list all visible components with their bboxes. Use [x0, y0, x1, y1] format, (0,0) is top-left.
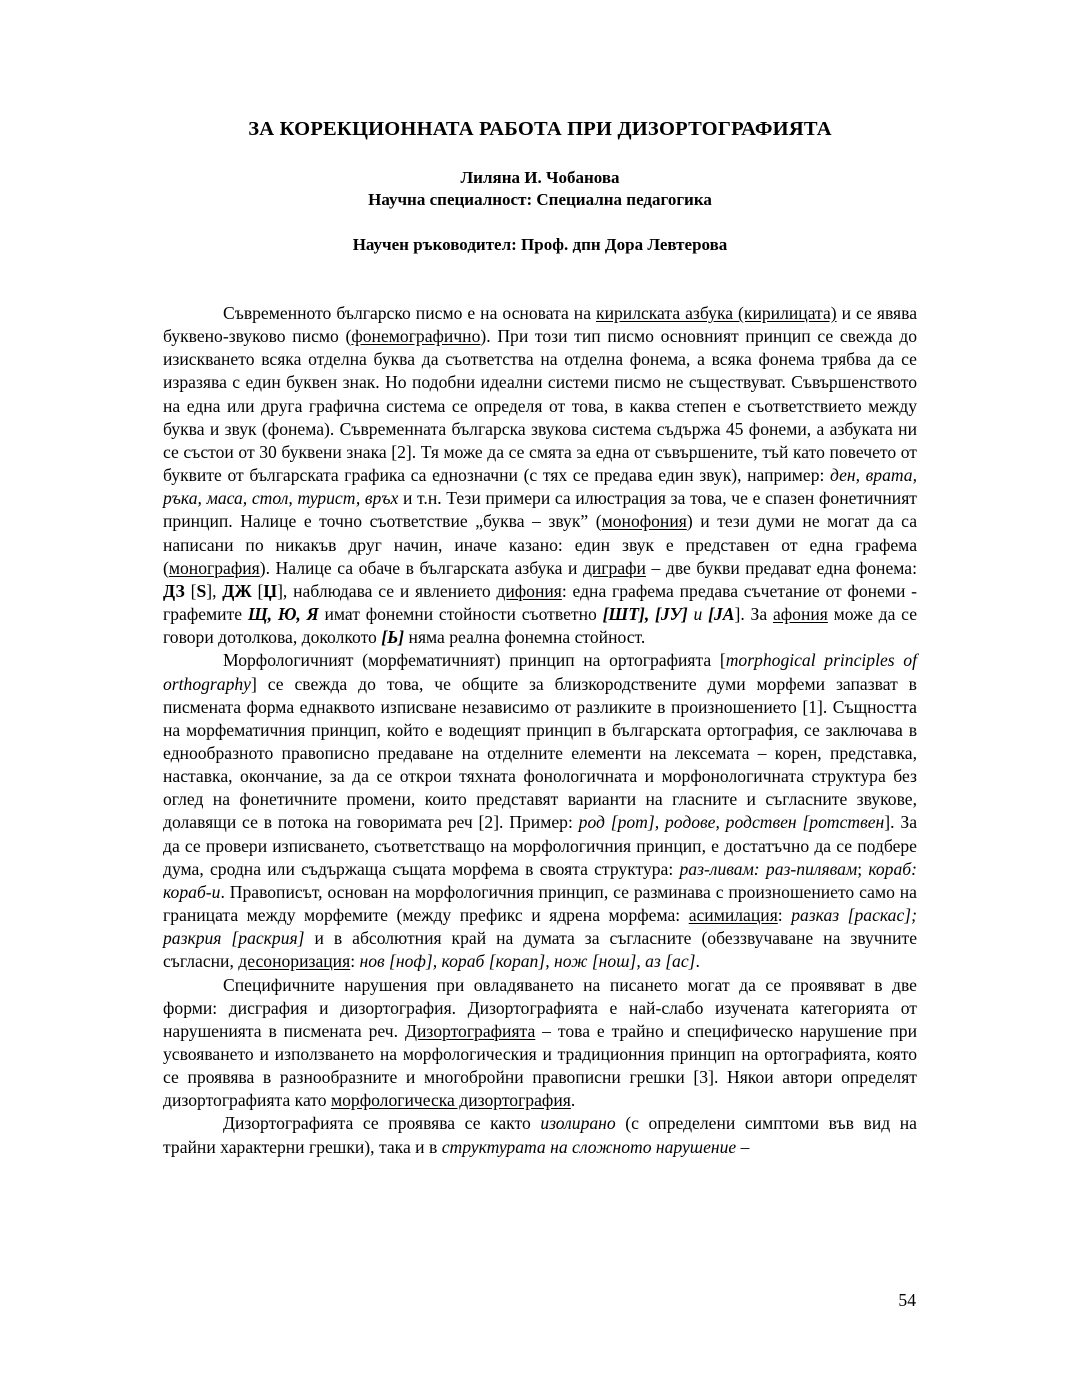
term-link: кирилската азбука (кирилицата)	[596, 303, 837, 323]
paragraph-3: Специфичните нарушения при овладяването на писането могат да се проявяват в две форми: дисграфия и дизортография. Дизортографията е най-слабо изучената категорията от нарушенията в писмената реч. Дизортографията – това е трайно и специфическо нарушение при усвояването и използването на морфологическия и традиционния принцип на ортографията, която се проявява в разнообразните и многобройни правописни грешки [3]. Някои автори определят дизортографията като морфологическа дизортография.	[163, 974, 917, 1111]
term-link: диграфи	[582, 557, 646, 578]
paragraph-1: Съвременното българско писмо е на основата на кирилската азбука (кирилицата) и се явява буквено-звуково писмо (фонемографично). При този тип писмо основният принцип се свежда до изискването всяка отделна буква да съответства на отделна фонема, а всяка фонема трябва да се изразява с един буквен знак. Но подобни идеални системи писмо не съществуват. Съвършенството на една или друга графична система се определя от това, в каква степен е съответствието между буква и звук (фонема). Съвременната българска звукова система съдържа 45 фонеми, а азбуката ни се състои от 30 буквени знака [2]. Тя може да се смята за една от съвършените, тъй като повечето от буквите от българската графика са еднозначни (с тях се предава един звук), например: ден, врата, ръка, маса, стол, турист, връх и т.н. Тези примери са илюстрация за това, че е спазен фонетичният принцип. Налице е точно съответствие „буква – звук” (монофония) и тези думи не могат да са написани по никакъв друг начин, иначе казано: един звук е представен от една графема (монография). Налице са обаче в българската азбука и диграфи – две букви предават една фонема: ДЗ [Ѕ], ДЖ [Џ], наблюдава се и явлението дифония: една графема предава съчетание от фонеми - графемите Щ, Ю, Я имат фонемни стойности съответно [ШТ], [ЈУ] и [ЈА]. За афония може да се говори дотолкова, доколкото [Ь] няма реална фонемна стойност.	[163, 303, 918, 648]
term-link: десоноризация	[238, 951, 351, 972]
term-link: монофония	[601, 511, 687, 532]
term-link: афония	[772, 604, 828, 625]
article-body	[163, 302, 917, 1159]
scientific-specialty: Научна специалност: Специална педагогика	[368, 190, 712, 209]
term-link: Дизортографията	[404, 1020, 536, 1041]
scientific-advisor: Научен ръководител: Проф. дпн Дора Левтерова	[352, 235, 728, 254]
term-link: фонемографично	[351, 326, 481, 347]
article-title: ЗА КОРЕКЦИОННАТА РАБОТА ПРИ ДИЗОРТОГРАФИЯТА	[248, 118, 832, 140]
page-number: 54	[898, 1290, 916, 1310]
term-link: дифония	[496, 580, 562, 601]
paragraph-2: Морфологичният (морфематичният) принцип на ортографията [morphogical principles of orthography] се свежда до това, че общите за близкородствените думи морфеми запазват в писмената форма еднаквото изписване независимо от разликите в произношението [1]. Същността на морфематичния принцип, който е водещият принцип в българската ортография, се заключава в еднообразното правописно предаване на отделните елементи на лексемата – корен, представка, наставка, окончание, за да се открои тяхната фонологичната и морфонологичната структура без оглед на фонетичните промени, които представят варианти на гласните и съгласните звукове, долавящи се в потока на говоримата реч [2]. Пример: род [рот], родове, родствен [ротствен]. За да се провери изписването, съответстващо на морфологичния принцип, е достатъчно да се подбере дума, сродна или съдържаща същата морфема в своята структура: раз-ливам: раз-пилявам; кораб: кораб-и. Правописът, основан на морфологичния принцип, се разминава с произношението само на границата между морфемите (между префикс и ядрена морфема: асимилация: разказ [раскас]; разкрия [раскрия] и в абсолютния край на думата за съгласните (обеззвучаване на звучните съгласни, десоноризация: нов [ноф], кораб [корап], нож [нош], аз [ас].	[163, 650, 917, 972]
author-name: Лиляна И. Чобанова	[460, 168, 620, 187]
paragraph-4: Дизортографията се проявява се както изолирано (с определени симптоми във вид на трайни характерни грешки), така и в структурата на сложното нарушение –	[163, 1113, 917, 1157]
term-link: монография	[168, 557, 260, 578]
term-link: морфологическа дизортография	[330, 1090, 571, 1111]
term-link: асимилация	[688, 905, 778, 926]
